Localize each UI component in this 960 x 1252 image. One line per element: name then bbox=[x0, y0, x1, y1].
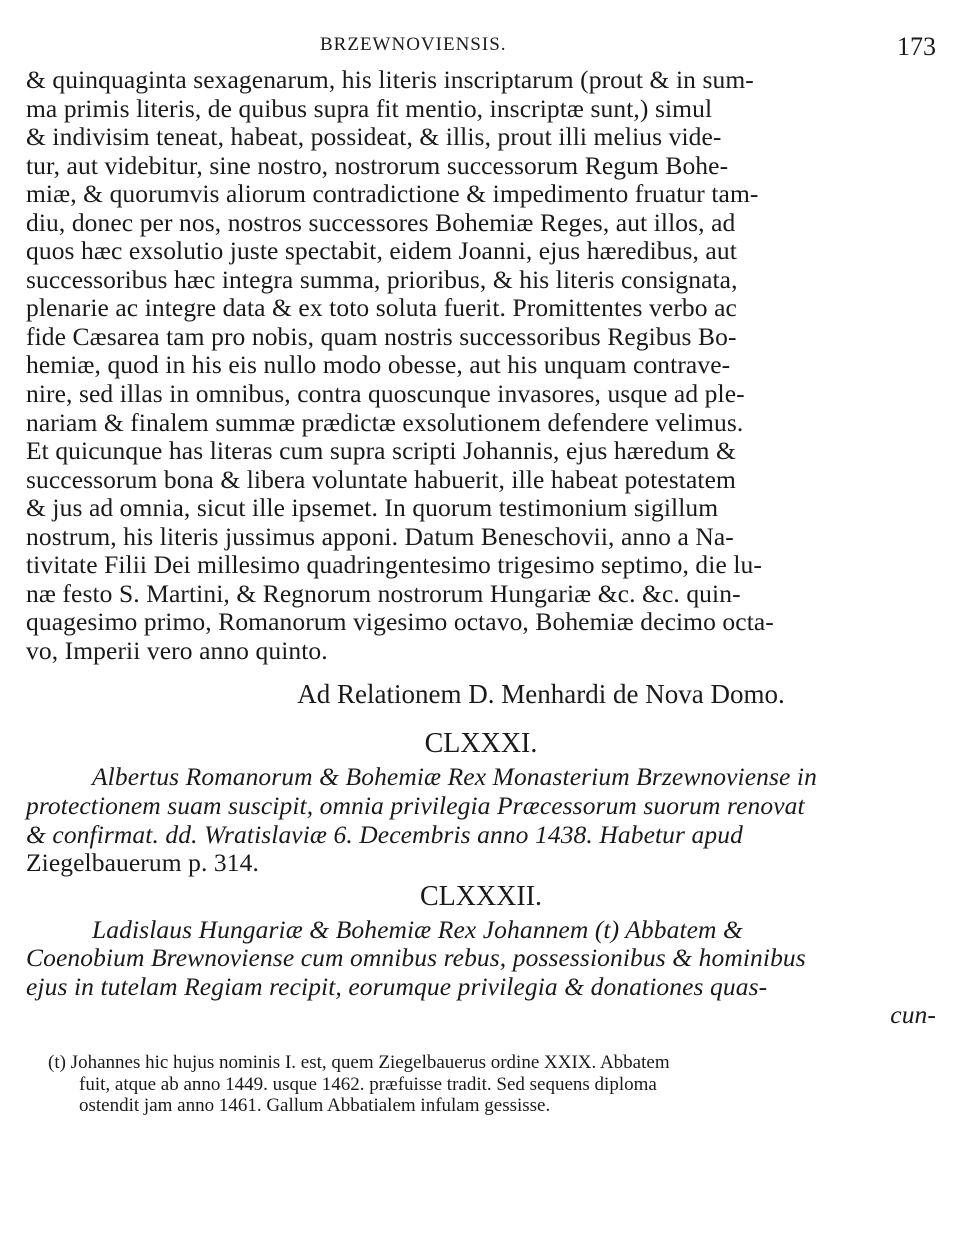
text-line: fide Cæsarea tam pro nobis, quam nostris successoribus Regibus Bo- bbox=[26, 321, 737, 351]
regest-line: Coenobium Brewnoviense cum omnibus rebus, possessionibus & hominibus bbox=[26, 943, 806, 973]
catchword: cun- bbox=[890, 1000, 936, 1030]
text-line: successoribus hæc integra summa, prioribus, & his literis consignata, bbox=[26, 264, 738, 294]
regest-line: ejus in tutelam Regiam recipit, eorumque privilegia & donationes quas- bbox=[26, 971, 768, 1001]
page-header bbox=[24, 32, 936, 68]
page-number: 173 bbox=[897, 32, 936, 61]
main-text bbox=[26, 66, 936, 1030]
document-number: CLXXXII. bbox=[419, 880, 543, 912]
running-head: BRZEWNOVIENSIS. bbox=[320, 34, 507, 55]
text-line: quagesimo primo, Romanorum vigesimo octavo, Bohemiæ decimo octa- bbox=[26, 607, 774, 637]
text-line: nostrum, his literis jussimus apponi. Datum Beneschovii, anno a Na- bbox=[26, 521, 734, 551]
text-line: næ festo S. Martini, & Regnorum nostrorum Hungariæ &c. &c. quin- bbox=[26, 578, 741, 608]
footnote-line: ostendit jam anno 1461. Gallum Abbatialem infulam gessisse. bbox=[79, 1095, 551, 1116]
regest-line: Ziegelbauerum p. 314. bbox=[26, 848, 259, 878]
regest-line: Ladislaus Hungariæ & Bohemiæ Rex Johannem (t) Abbatem & bbox=[92, 914, 743, 944]
text-line: quos hæc exsolutio juste spectabit, eidem Joanni, ejus hæredibus, aut bbox=[26, 236, 737, 266]
text-line: diu, donec per nos, nostros successores Bohemiæ Reges, aut illos, ad bbox=[26, 207, 736, 237]
text-line: nire, sed illas in omnibus, contra quoscunque invasores, usque ad ple- bbox=[26, 379, 745, 409]
regest-line: protectionem suam suscipit, omnia privilegia Præcessorum suorum renovat bbox=[26, 791, 805, 821]
text-line: tur, aut videbitur, sine nostro, nostrorum successorum Regum Bohe- bbox=[26, 150, 729, 180]
footnote bbox=[48, 1052, 918, 1117]
text-line: hemiæ, quod in his eis nullo modo obesse, aut his unquam contrave- bbox=[26, 350, 731, 380]
text-line: Et quicunque has literas cum supra scripti Johannis, ejus hæredum & bbox=[26, 436, 736, 466]
footnote-line: (t) Johannes hic hujus nominis I. est, quem Ziegelbauerus ordine XXIX. Abbatem bbox=[48, 1052, 670, 1073]
text-line: miæ, & quorumvis aliorum contradictione & impedimento fruatur tam- bbox=[26, 179, 759, 209]
text-line: ma primis literis, de quibus supra fit mentio, inscriptæ sunt,) simul bbox=[26, 93, 713, 123]
text-line: plenarie ac integre data & ex toto soluta fuerit. Promittentes verbo ac bbox=[26, 293, 737, 323]
text-line: successorum bona & libera voluntate habuerit, ille habeat potestatem bbox=[26, 464, 736, 494]
document-number: CLXXXI. bbox=[424, 728, 538, 760]
regest-line: & confirmat. dd. Wratislaviæ 6. Decembris anno 1438. Habetur apud bbox=[26, 819, 743, 849]
footnote-line: fuit, atque ab anno 1449. usque 1462. præfuisse tradit. Sed sequens diploma bbox=[79, 1073, 657, 1095]
text-line: tivitate Filii Dei millesimo quadringentesimo trigesimo septimo, die lu- bbox=[26, 550, 762, 580]
text-line: & quinquaginta sexagenarum, his literis inscriptarum (prout & in sum- bbox=[26, 65, 754, 94]
text-line: & indivisim teneat, habeat, possideat, & illis, prout illi melius vide- bbox=[26, 122, 722, 152]
text-line: & jus ad omnia, sicut ille ipsemet. In quorum testimonium sigillum bbox=[26, 493, 719, 523]
text-line: nariam & finalem summæ prædictæ exsolutionem defendere velimus. bbox=[26, 407, 744, 437]
regest-line: Albertus Romanorum & Bohemiæ Rex Monasterium Brzewnoviense in bbox=[92, 762, 817, 792]
relation-line: Ad Relationem D. Menhardi de Nova Domo. bbox=[297, 679, 785, 710]
text-line: vo, Imperii vero anno quinto. bbox=[26, 635, 328, 665]
